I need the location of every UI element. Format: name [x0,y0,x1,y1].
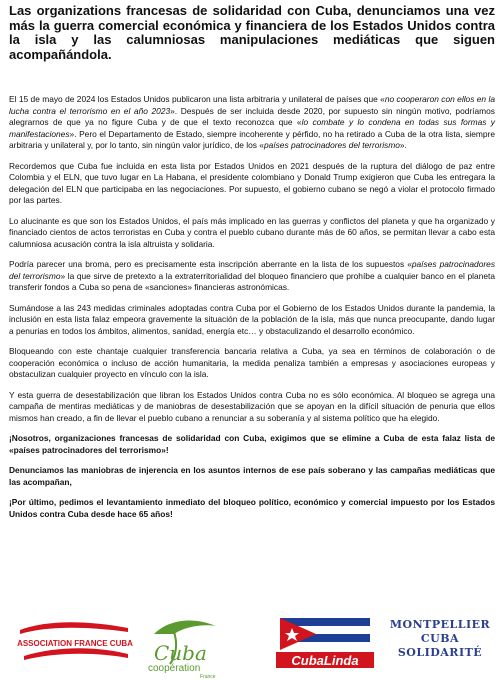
cuba-cooperation-title: Cuba [154,641,207,665]
mcs-line-2: CUBA [420,632,460,645]
p1-text-3: ». Pero el Departamento de Estado, siempre incoherente y pérfido, no ha retirado a Cuba de la otra lista, siempre arbitraria y unilateral y, por lo tanto, sin ningún valor jurídico, de los « [9,128,495,150]
montpellier-cuba-solidarite-logo [384,618,496,674]
cuba-linda-text: CubaLinda [291,653,359,668]
p1-text-4: ». [399,140,407,150]
logo-swoosh-top [20,622,128,634]
p1-text-2: ». Después de ser incluida desde 2020, por supuesto sin ningún motivo, podríamos alegrarnos de que ya no figure Cuba y de que el texto reconozca que « [9,105,495,127]
p1-quote-2: lo combate y lo condena en todas sus formas y manifestaciones [9,117,495,139]
p1-quote-1: no cooperaron con ellos en la lucha contra el terrorismo en el año 2023 [9,94,495,116]
paragraph-3: Lo alucinante es que son los Estados Unidos, el país más implicado en las guerras y conflictos del planeta y que ha organizado y financiado cientos de actos terroristas en Cuba y contra el pueblo cubano durante más de 60 años, se permitan llevar a cabo esta calumniosa acusación contra la isla altruista y solidaria. [9,215,495,249]
paragraph-7: Y esta guerra de desestabilización que libran los Estados Unidos contra Cuba no es sólo económica. Al bloqueo se agrega una campaña de mentiras mediáticas y de maniobras de desestabilización que se apoyan en la difícil situación de penuria que ellos mismos han creado, a fin de llevar el pueblo cubano a renunciar a su soberanía y al sistema político que ha elegido. [9,389,495,423]
paragraph-6: Bloqueando con este chantaje cualquier transferencia bancaria relativa a Cuba, ya sea en términos de colaboración o de cooperación económica o incluso de acción humanitaria, la medida penaliza también a empresas y asociaciones europeas y obstaculizan cualquier proyecto en vínculo con la isla. [9,346,495,379]
logo-swoosh-bottom [24,648,128,660]
p4-text-1: Podría parecer una broma, pero es precisamente esta inscripción aberrante en la lista de los supuestos « [9,259,412,269]
cuba-cooperation-logo [134,612,229,680]
mcs-line-1: MONTPELLIER [389,618,491,631]
paragraph-4 [9,259,495,294]
logos-row [0,612,504,680]
demand-paragraph-1: ¡Nosotros, organizaciones francesas de solidaridad con Cuba, exigimos que se elimine a Cuba de esta falaz lista de «países patrocinadores del terrorismo»! [9,433,495,455]
document-body [9,94,495,529]
p1-text-1: El 15 de mayo de 2024 los Estados Unidos publicaron una lista arbitraria y unilateral de países que « [9,94,385,104]
demand-paragraph-3: ¡Por último, pedimos el levantamiento inmediato del bloqueo político, económico y comercial impuesto por los Estados Unidos contra Cuba desde hace 65 años! [9,497,495,519]
palm-leaf-icon [154,620,216,634]
cuba-cooperation-subtitle: coopération [148,663,201,674]
document-heading: Las organizations francesas de solidaridad con Cuba, denunciamos una vez más la guerra comercial económica y financiera de los Estados Unidos contra la isla y las calumniosas manipulaciones mediáticas que siguen acompañándola. [9,3,495,62]
cuba-cooperation-country: France [200,674,216,680]
p4-quote-1: países patrocinadores del terrorismo [9,259,496,281]
paragraph-1 [9,94,495,152]
paragraph-5: Sumándose a las 243 medidas criminales adoptadas contra Cuba por el Gobierno de los Estados Unidos durante la pandemia, la inclusión en esta lista falaz empeora gravemente la situación de la población de la isla, más que nunca preocupante, dando lugar a penurias en todos los ámbitos, alimentos, sanidad, energía etc… y obstaculizando el desarrollo económico. [9,302,495,336]
demand-paragraph-2: Denunciamos las maniobras de injerencia en los asuntos internos de ese país soberano y las campañas mediáticas que las acompañan, [9,465,495,487]
p1-quote-3: países patrocinadores del terrorismo [263,140,400,150]
paragraph-2: Recordemos que Cuba fue incluida en esta lista por Estados Unidos en 2021 después de la ruptura del diálogo de paz entre Colombia y el ELN, que tuvo lugar en La Habana, el presidente colombiano y Donald Trump exigieron que Cuba les entregara la delegación del ELN que participaba en las negociaciones. Por supuesto, el gobierno cubano se negó a violar el protocolo firmado por las partes. [9,160,495,205]
mcs-line-3: SOLIDARITÉ [397,646,483,659]
france-cuba-logo-text: ASSOCIATION FRANCE CUBA [17,639,133,648]
p4-text-2: » la que sirve de pretexto a la extraterritorialidad del bloqueo financiero que prohíbe a cualquier banco en el planeta transferir fondos a Cuba so pena de «sanciones» financieras astronómicas. [9,270,495,292]
france-cuba-logo [16,616,134,664]
cuba-linda-logo [270,612,380,672]
